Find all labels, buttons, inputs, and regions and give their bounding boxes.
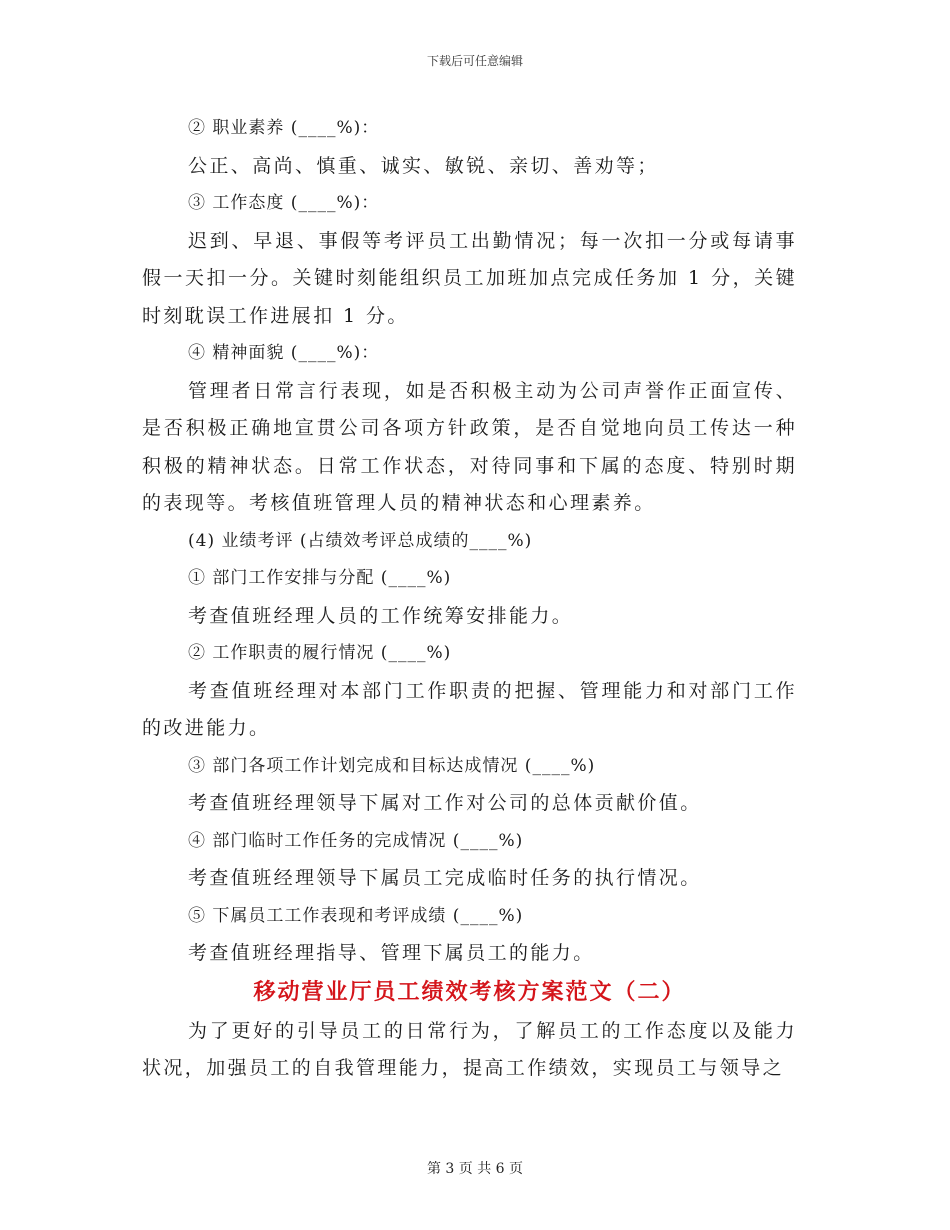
section-heading: ④ 部门临时工作任务的完成情况 (____%) [188, 830, 524, 851]
paragraph: 考查值班经理领导下属员工完成临时任务的执行情况。 [188, 867, 702, 889]
section-heading: ② 工作职责的履行情况 (____%) [188, 643, 452, 663]
paragraph: 考查值班经理对本部门工作职责的把握、管理能力和对部门工作的改进能力。 [142, 679, 797, 739]
paragraph: 考查值班经理人员的工作统筹安排能力。 [188, 604, 574, 627]
page-footer: 第 3 页 共 6 页 [426, 1161, 524, 1177]
paragraph: 考查值班经理领导下属对工作对公司的总体贡献价值。 [188, 792, 702, 814]
section-heading: ② 职业素养 (____%)： [188, 118, 380, 138]
paragraph: 公正、高尚、慎重、诚实、敏锐、亲切、善劝等； [188, 154, 659, 177]
paragraph: 管理者日常言行表现，如是否积极主动为公司声誉作正面宣传、是否积极正确地宣贯公司各项方针政策，是否自觉地向员工传达一种积极的精神状态。日常工作状态，对待同事和下属的态度、特别时期的表现等。考核值班管理人员的精神状态和心理素养。 [142, 379, 797, 514]
document-body [142, 110, 797, 1088]
section-heading: (4) 业绩考评 (占绩效考评总成绩的____%) [188, 530, 533, 551]
section-heading: ③ 工作态度 (____%)： [188, 193, 380, 213]
section-heading: ① 部门工作安排与分配 (____%) [188, 568, 452, 588]
section-heading: ③ 部门各项工作计划完成和目标达成情况 (____%) [188, 755, 596, 776]
section-heading: ④ 精神面貌 (____%)： [188, 343, 380, 363]
paragraph: 考查值班经理指导、管理下属员工的能力。 [188, 942, 595, 964]
paragraph: 迟到、早退、事假等考评员工出勤情况；每一次扣一分或每请事假一天扣一分。关键时刻能组织员工加班加点完成任务加 1 分，关键时刻耽误工作进展扣 1 分。 [142, 229, 797, 327]
paragraph: 为了更好的引导员工的日常行为，了解员工的工作态度以及能力状况，加强员工的自我管理能力，提高工作绩效，实现员工与领导之 [142, 1019, 797, 1079]
document-title: 移动营业厅员工绩效考核方案范文（二） [253, 979, 686, 1005]
section-heading: ⑤ 下属员工工作表现和考评成绩 (____%) [188, 905, 524, 926]
page-header: 下载后可任意编辑 [426, 54, 523, 68]
